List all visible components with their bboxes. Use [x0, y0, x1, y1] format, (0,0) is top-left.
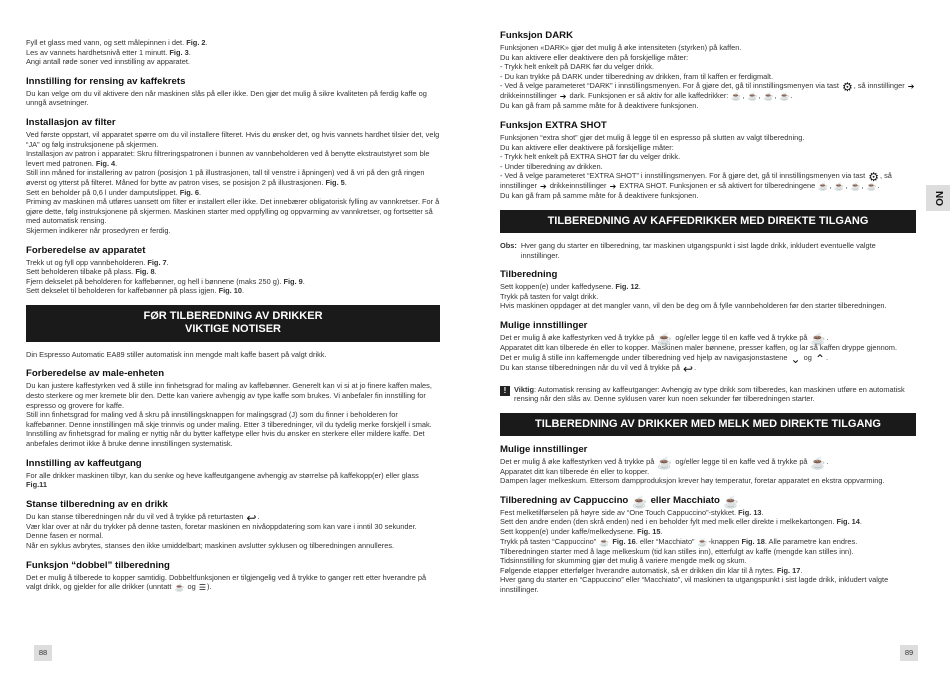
arrow-icon: ➔	[609, 182, 617, 192]
stop-paragraph-1: Du kan stanse tilberedningen når du vil ved å trykke på returtasten ↩.	[26, 510, 260, 525]
filter-paragraph-1: Ved første oppstart, vil apparatet spørre om du vil installere filteret. Hvis du ønsker det, og hvis vannets hardhet tilsier det, velg “JA” og følg instruksjonene på skjermen.	[26, 129, 440, 149]
language-tab: NO	[926, 185, 950, 211]
grinder-paragraph-2: Still inn finhetsgrad for maling ved å skru på innstillingsknappen for malingsgrad (J) som du finner i beholderen for kaffebønner. Denne innstillingen må skje trinnvis og under maling. Etter 3 tilberedninger, vil du tydelig merke forskjell i smak.	[26, 410, 432, 429]
add-coffee-icon: ☕	[810, 455, 826, 470]
stop-paragraph-2: Vær klar over at når du trykker på denne tasten, foretar maskinen en nivåoppdatering som kan vare i inntil 30 sekunder. Denne fasen er normal.	[26, 521, 417, 541]
prep-right-line-3: Hvis maskinen oppdager at det mangler vann, vil den be deg om å fylle vannbeholderen før den starter tilberedningen.	[500, 301, 887, 311]
section-title-outlet: Innstilling av kaffeutgang	[26, 457, 142, 469]
outlet-text: For alle drikker maskinen tilbyr, kan du senke og heve kaffeutgangene avhengig av størrelse på kaffekopp(er) eller glass Fig.11	[26, 470, 419, 490]
cup-icon: ☕	[731, 92, 742, 102]
extra-list-2: - Under tilberedning av drikken.	[500, 161, 603, 171]
cup-icon: ☕	[834, 182, 845, 192]
milk-settings-line-1: Det er mulig å øke kaffestyrken ved å trykke på ☕ og/eller legge til en kaffe ved å trykke på ☕.	[500, 455, 829, 470]
capp-line-7: Følgende etapper etterfølger hverandre automatisk, så er drikken din klar til å nytes. Fig. 17.	[500, 565, 803, 575]
section-title-extra-shot: Funksjon EXTRA SHOT	[500, 119, 607, 131]
arrow-icon: ➔	[559, 92, 567, 102]
obs-text: Hver gang du starter en tilberedning, tar maskinen utgangspunkt i sist lagde drikk, inkludert eventuelle valgte innstillinger.	[520, 240, 876, 260]
extra-list-1: - Trykk helt enkelt på EXTRA SHOT før du velger drikk.	[500, 152, 681, 162]
cappuccino-icon: ☕	[631, 494, 647, 509]
strength-icon: ☕	[657, 455, 673, 470]
capp-line-2: Sett den andre enden (den skrå enden) ned i en beholder fylt med melk eller direkte i melkekartongen. Fig. 14.	[500, 517, 862, 527]
menu-icon: ☰	[198, 583, 206, 593]
right-page-column	[500, 30, 916, 595]
section-title-cappuccino: Tilberedning av Cappuccino ☕ eller Macchiato ☕	[500, 494, 739, 509]
dark-list-3: - Ved å velge parameteret “DARK” i innstillingsmenyen. For å gjøre det, gå til innstillingsmenyen via tast ⚙, så innstillinger ➔ drikkeinnstillinger ➔ dark. Funksjonen er så aktiv for alle kaffedrikker: ☕, ☕, ☕, ☕.	[500, 80, 915, 102]
filter-paragraph-6: Skjermen indikerer når prosedyren er ferdig.	[26, 225, 171, 235]
extra-list-3: - Ved å velge parameteret “EXTRA SHOT” i innstillingsmenyen. For å gjøre det, gå til innstillingsmenyen via tast ⚙, så innstillinger ➔ drikkeinnstillinger ➔ EXTRA SHOT. Funksjonen er så aktivert for tilberedningene ☕, ☕, ☕, ☕.	[500, 170, 892, 192]
chevron-down-icon: ⌄	[790, 351, 801, 366]
add-coffee-icon: ☕	[810, 331, 826, 346]
prep-line-3: Fjern dekselet på beholderen for kaffebønner, og hell i bønnene (maks 250 g). Fig. 9.	[26, 276, 305, 286]
cup-icon: ☕	[866, 182, 877, 192]
chevron-up-icon: ⌃	[814, 351, 826, 366]
capp-line-6: Tidsinnstilling for skumming gjør det mulig å variere mengde melk og skum.	[500, 556, 747, 566]
section-title-preparation: Forberedelse av apparatet	[26, 244, 146, 256]
milk-settings-line-3: Dampen lager melkeskum. Ettersom dampproduksjon krever høy temperatur, foretar apparatet en ekstra oppvarming.	[500, 476, 885, 486]
return-icon: ↩	[246, 510, 257, 525]
dark-paragraph-3: Du kan gå fram på samme måte for å deaktivere funksjonen.	[500, 101, 699, 111]
page-number-right: 89	[900, 645, 918, 661]
section-title-preparation-right: Tilberedning	[500, 269, 558, 281]
section-title-grinder: Forberedelse av male-enheten	[26, 368, 165, 380]
extra-paragraph-1: Funksjonen “extra shot” gjør det mulig å legge til en espresso på slutten av valgt tilberedning.	[500, 132, 805, 142]
obs-label: Obs:	[500, 240, 517, 250]
macchiato-icon: ☕	[723, 494, 739, 509]
cup-icon: ☕	[747, 92, 758, 102]
prep-line-1: Trekk ut og fyll opp vannbeholderen. Fig. 7.	[26, 257, 169, 267]
section-title-milk-settings: Mulige innstillinger	[500, 443, 588, 455]
dark-list-1: - Trykk helt enkelt på DARK før du velger drikk.	[500, 62, 655, 72]
settings-line-4: Du kan stanse tilberedningen når du vil ved å trykke på ↩.	[500, 361, 697, 376]
capp-line-5: Tilberedningen starter med å lage melkeskum (tid kan stilles inn), etterfulgt av kaffe (mengde kan stilles inn).	[500, 546, 854, 556]
capp-line-1: Fest melketilførselen på høyre side av “One Touch Cappuccino”-stykket. Fig. 13.	[500, 507, 764, 517]
prep-right-line-2: Trykk på tasten for valgt drikk.	[500, 291, 599, 301]
banner-important-notices: FØR TILBEREDNING AV DRIKKER VIKTIGE NOTISER	[26, 305, 440, 342]
capp-line-8: Hver gang du starter en “Cappuccino” eller “Macchiato”, vil maskinen ta utgangspunkt i sist lagde drikk, inkludert valgte innstillinger.	[500, 575, 889, 595]
prep-right-line-1: Sett koppen(e) under kaffedysene. Fig. 12.	[500, 282, 641, 292]
section-title-dark: Funksjon DARK	[500, 30, 574, 41]
warning-icon: !	[500, 386, 510, 396]
section-title-cleaning: Innstilling for rensing av kaffekrets	[26, 75, 186, 87]
capp-line-3: Sett koppen(e) under kaffe/melkedysene. Fig. 15.	[500, 527, 663, 537]
stop-paragraph-3: Når en syklus avbrytes, stanses den ikke umiddelbart; maskinen avslutter syklusen og tilberedningen annulleres.	[26, 541, 395, 550]
settings-line-2: Apparatet ditt kan tilberede én eller to kopper. Maskinen maler bønnene, presser kaffen, og lar så kaffen dryppe gjennom.	[500, 342, 898, 352]
intro-line-1: Fyll et glass med vann, og sett målepinnen i det. Fig. 2.	[26, 38, 208, 47]
macchiato-icon: ☕	[697, 537, 708, 547]
filter-paragraph-5: Priming av maskinen må utføres uansett om filter er installert eller ikke. Det innebærer obligatorisk fylling av vannkretser. For å gjøre dette, følg instruksjonene på skjermen. Maskinen starter med oppfylling og oppvarming av vannkretser, og fortsetter så med automatisk rensing.	[26, 197, 440, 226]
arrow-icon: ➔	[907, 82, 915, 92]
filter-paragraph-4: Sett en beholder på 0,6 l under damputslippet. Fig. 6.	[26, 187, 202, 197]
double-text: Det er mulig å tilberede to kopper samtidig. Dobbeltfunksjonen er tilgjengelig ved å trykke to ganger rett etter hverandre på valgt drikk, og gjelder for alle drikker (unntatt ☕ og ☰).	[26, 572, 427, 593]
cappuccino-icon: ☕	[599, 537, 610, 547]
section-title-filter: Installasjon av filter	[26, 116, 116, 128]
cup-icon: ☕	[850, 182, 861, 192]
grinder-paragraph-1: Du kan justere kaffestyrken ved å stille inn finhetsgrad for maling av kaffebønner. Generelt kan vi si at jo finere kaffen males, desto sterkere og mer kremete blir den. Dette kan variere avhengig av type kaffe som brukes. Vi anbefaler fin innstilling for espresso og grovere for kaffe.	[26, 381, 432, 410]
section-title-stop: Stanse tilberedning av en drikk	[26, 498, 168, 510]
return-icon: ↩	[683, 361, 694, 376]
prep-line-2: Sett beholderen tilbake på plass. Fig. 8.	[26, 267, 157, 277]
section-title-settings: Mulige innstillinger	[500, 319, 588, 331]
milk-settings-line-2: Apparatet ditt kan tilberede én eller to kopper.	[500, 466, 650, 476]
prep-line-4: Sett dekselet til beholderen for kaffebønner på plass igjen. Fig. 10.	[26, 286, 245, 296]
dark-paragraph-1: Funksjonen «DARK» gjør det mulig å øke intensiteten (styrken) på kaffen.	[500, 43, 742, 52]
extra-paragraph-2: Du kan aktivere eller deaktivere på forskjellige måter:	[500, 142, 674, 152]
gear-icon: ⚙	[868, 170, 879, 185]
gear-icon: ⚙	[841, 80, 853, 95]
grind-intro: Din Espresso Automatic EA89 stiller automatisk inn mengde malt kaffe basert på valgt drikk.	[26, 349, 327, 359]
cup-icon: ☕	[763, 92, 774, 102]
cup-icon: ☕	[779, 92, 790, 102]
settings-line-3: Det er mulig å stille inn kaffemengde under tilberedning ved hjelp av navigasjonstastene ⌄ og ⌃.	[500, 351, 829, 366]
cup-icon: ☕	[818, 182, 829, 192]
obs-note	[500, 241, 916, 260]
banner-milk-direct: TILBEREDNING AV DRIKKER MED MELK MED DIREKTE TILGANG	[500, 413, 916, 436]
grinder-paragraph-3: Innstilling av finhetsgrad for maling er nyttig når du bytter kaffetype eller hvis du ønsker en sterkere eller mildere kaffe. Det anbefales derimot ikke å bruke denne innstillingen systematisk.	[26, 429, 425, 449]
dark-list-2: - Du kan trykke på DARK under tilberedning av drikken, fram til kaffen er ferdigmalt.	[500, 71, 774, 81]
important-text: Viktig: Automatisk rensing av kaffeutganger: Avhengig av type drikk som tilberedes, kan maskinen utføre en automatisk rensing når den slås av. Denne syklusen varer kun noen sekunder før tilberedningen starter.	[514, 384, 905, 404]
arrow-icon: ➔	[540, 182, 547, 192]
filter-paragraph-2: Installasjon av patron i apparatet: Skru filtreringspatronen i bunnen av vannbeholderen ved å benytte ekstrautstyret som ble levert med patronen. Fig. 4.	[26, 149, 430, 168]
section-text-cleaning: Du kan velge om du vil aktivere den når maskinen slås på eller ikke. Den gjør det mulig å sikre kvaliteten på ferdig kaffe og unngå avsetninger.	[26, 88, 427, 108]
strength-icon: ☕	[657, 331, 673, 346]
extra-paragraph-3: Du kan gå fram på samme måte for å deaktivere funksjonen.	[500, 191, 699, 201]
page-number-left: 88	[34, 645, 52, 661]
section-title-double: Funksjon “dobbel” tilberedning	[26, 559, 170, 571]
intro-line-2: Les av vannets hardhetsnivå etter 1 minutt. Fig. 3.	[26, 47, 191, 57]
cup-icon: ☕	[174, 583, 185, 593]
important-note	[500, 385, 916, 404]
banner-coffee-direct: TILBEREDNING AV KAFFEDRIKKER MED DIREKTE TILGANG	[500, 210, 916, 233]
settings-line-1: Det er mulig å øke kaffestyrken ved å trykke på ☕ og/eller legge til en kaffe ved å trykke på ☕.	[500, 331, 829, 346]
intro-line-3: Angi antall røde soner ved innstilling av apparatet.	[26, 57, 190, 67]
dark-paragraph-2: Du kan aktivere eller deaktivere den på forskjellige måter:	[500, 52, 689, 62]
capp-line-4: Trykk på tasten “Cappuccino” ☕ Fig. 16. eller “Macchiato” ☕-knappen Fig. 18. Alle parametre kan endres.	[500, 536, 858, 547]
left-page-column	[26, 38, 440, 592]
filter-paragraph-3: Still inn måned for installering av patron (posisjon 1 på illustrasjonen, tall til venstre i åpningen) ved å vri på den grå ringen øverst og ytterst på filteret. Måned for bytte av patron vises, se posisjon 2 på illustrasjonen. Fig. 5.	[26, 168, 425, 187]
